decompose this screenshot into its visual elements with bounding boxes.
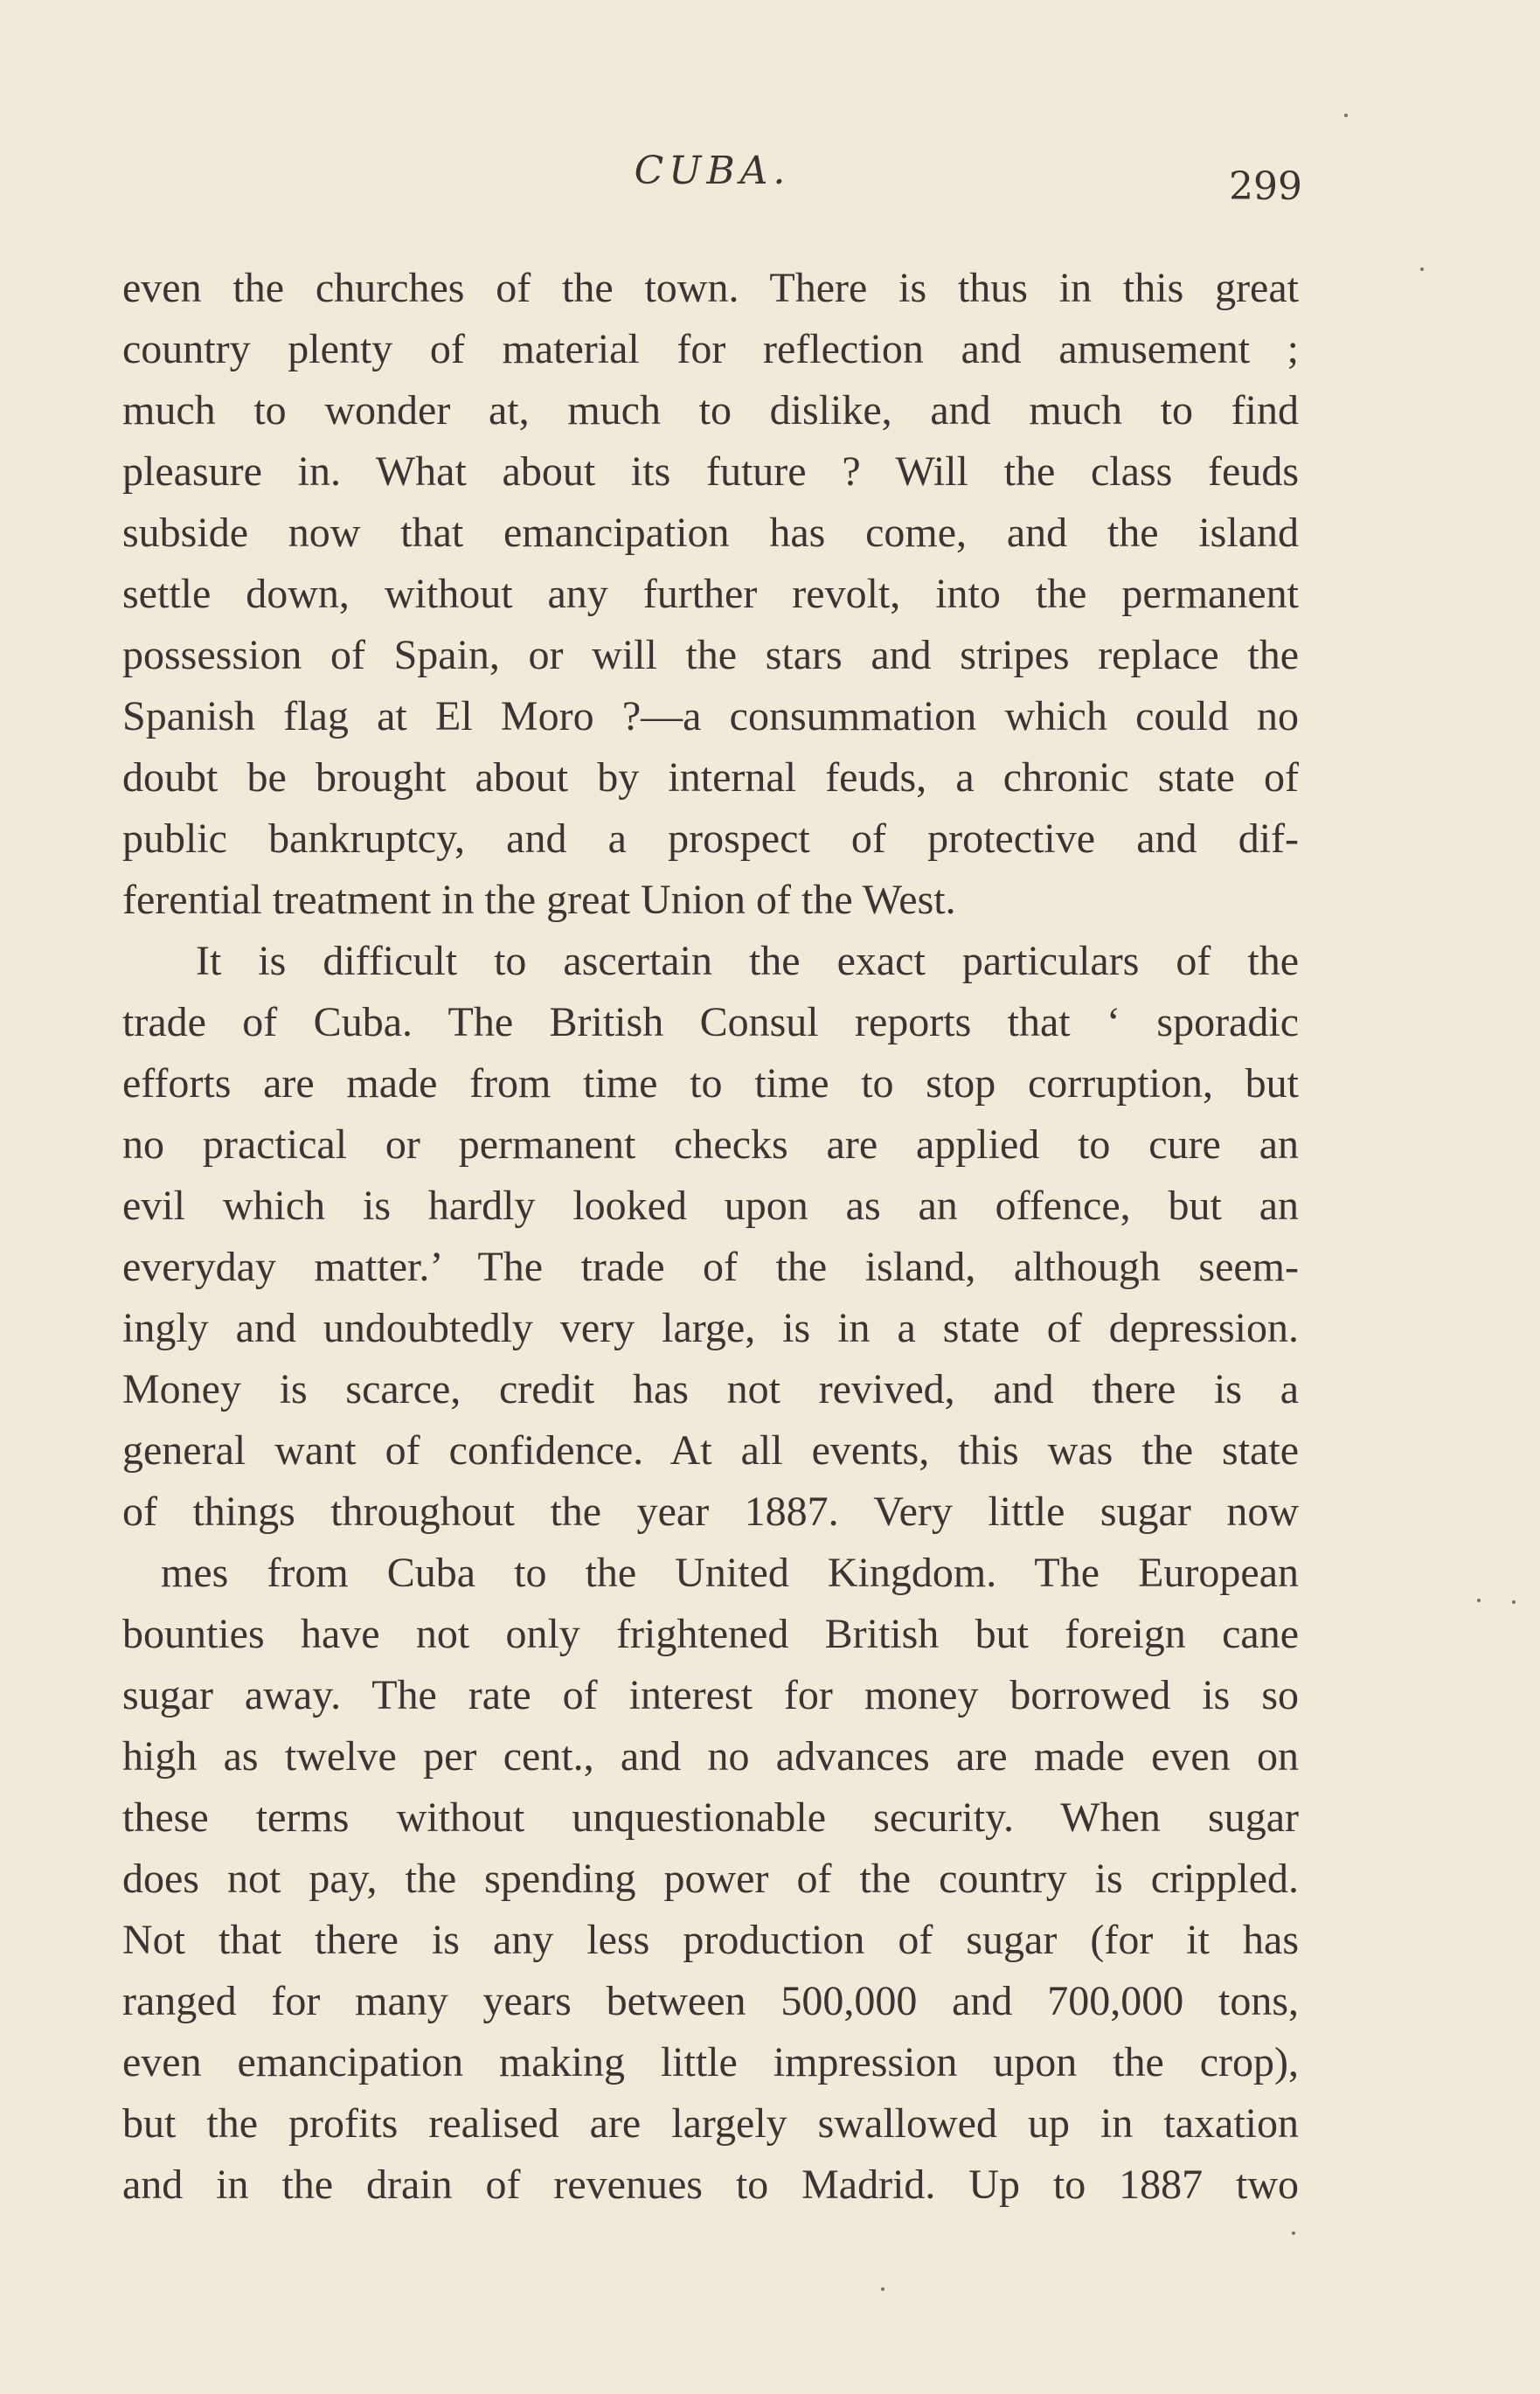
page-number: 299 [1229, 164, 1302, 209]
text-line: mes from Cuba to the United Kingdom. The European [161, 1550, 1299, 1596]
paper-speck [1477, 1599, 1481, 1602]
text-line: It is difficult to ascertain the exact particulars of the [196, 938, 1299, 984]
text-line: ranged for many years between 500,000 and 700,000 tons, [122, 1978, 1299, 2024]
paper-speck [1512, 1600, 1516, 1604]
text-line: even the churches of the town. There is thus in this great [122, 265, 1299, 311]
text-line: settle down, without any further revolt, into the permanent [122, 571, 1299, 617]
text-line: efforts are made from time to time to stop corruption, but [122, 1060, 1299, 1107]
text-line: pleasure in. What about its future ? Will the class feuds [122, 448, 1299, 495]
running-title: CUBA. [634, 149, 791, 193]
text-line: these terms without unquestionable security. When sugar [122, 1794, 1299, 1841]
text-line: Spanish flag at El Moro ?—a consummation which could no [122, 693, 1299, 739]
text-line: bounties have not only frightened British but foreign cane [122, 1611, 1299, 1657]
text-line: evil which is hardly looked upon as an offence, but an [122, 1183, 1299, 1229]
paper-speck [1344, 114, 1348, 117]
text-line: possession of Spain, or will the stars and stripes replace the [122, 632, 1299, 678]
paper-speck [1292, 2231, 1295, 2235]
text-line: does not pay, the spending power of the country is crippled. [122, 1856, 1299, 1902]
body-text [122, 258, 1299, 2216]
text-line: trade of Cuba. The British Consul reports that ‘ sporadic [122, 999, 1299, 1045]
text-line: sugar away. The rate of interest for money borrowed is so [122, 1672, 1299, 1718]
running-head [122, 149, 1302, 219]
text-line: Money is scarce, credit has not revived, and there is a [122, 1366, 1299, 1412]
text-line: high as twelve per cent., and no advances are made even on [122, 1733, 1299, 1780]
text-line: general want of confidence. At all events, this was the state [122, 1427, 1299, 1474]
text-line: no practical or permanent checks are applied to cure an [122, 1121, 1299, 1168]
text-line: subside now that emancipation has come, and the island [122, 510, 1299, 556]
text-line: and in the drain of revenues to Madrid. Up to 1887 two [122, 2162, 1299, 2208]
text-line: public bankruptcy, and a prospect of protective and dif- [122, 815, 1299, 862]
text-line: everyday matter.’ The trade of the island, although seem- [122, 1244, 1299, 1290]
text-line: doubt be brought about by internal feuds, a chronic state of [122, 754, 1299, 801]
paper-speck [881, 2287, 884, 2291]
text-line: even emancipation making little impression upon the crop), [122, 2039, 1299, 2085]
text-line: but the profits realised are largely swallowed up in taxation [122, 2100, 1299, 2147]
text-line: ingly and undoubtedly very large, is in a state of depression. [122, 1305, 1299, 1351]
text-line: country plenty of material for reflection and amusement ; [122, 326, 1299, 372]
paper-speck [1420, 267, 1424, 271]
text-line: much to wonder at, much to dislike, and much to find [122, 387, 1299, 434]
text-line: of things throughout the year 1887. Very little sugar now [122, 1488, 1299, 1535]
text-line: ferential treatment in the great Union of the West. [122, 877, 956, 923]
text-line: Not that there is any less production of sugar (for it has [122, 1917, 1299, 1963]
